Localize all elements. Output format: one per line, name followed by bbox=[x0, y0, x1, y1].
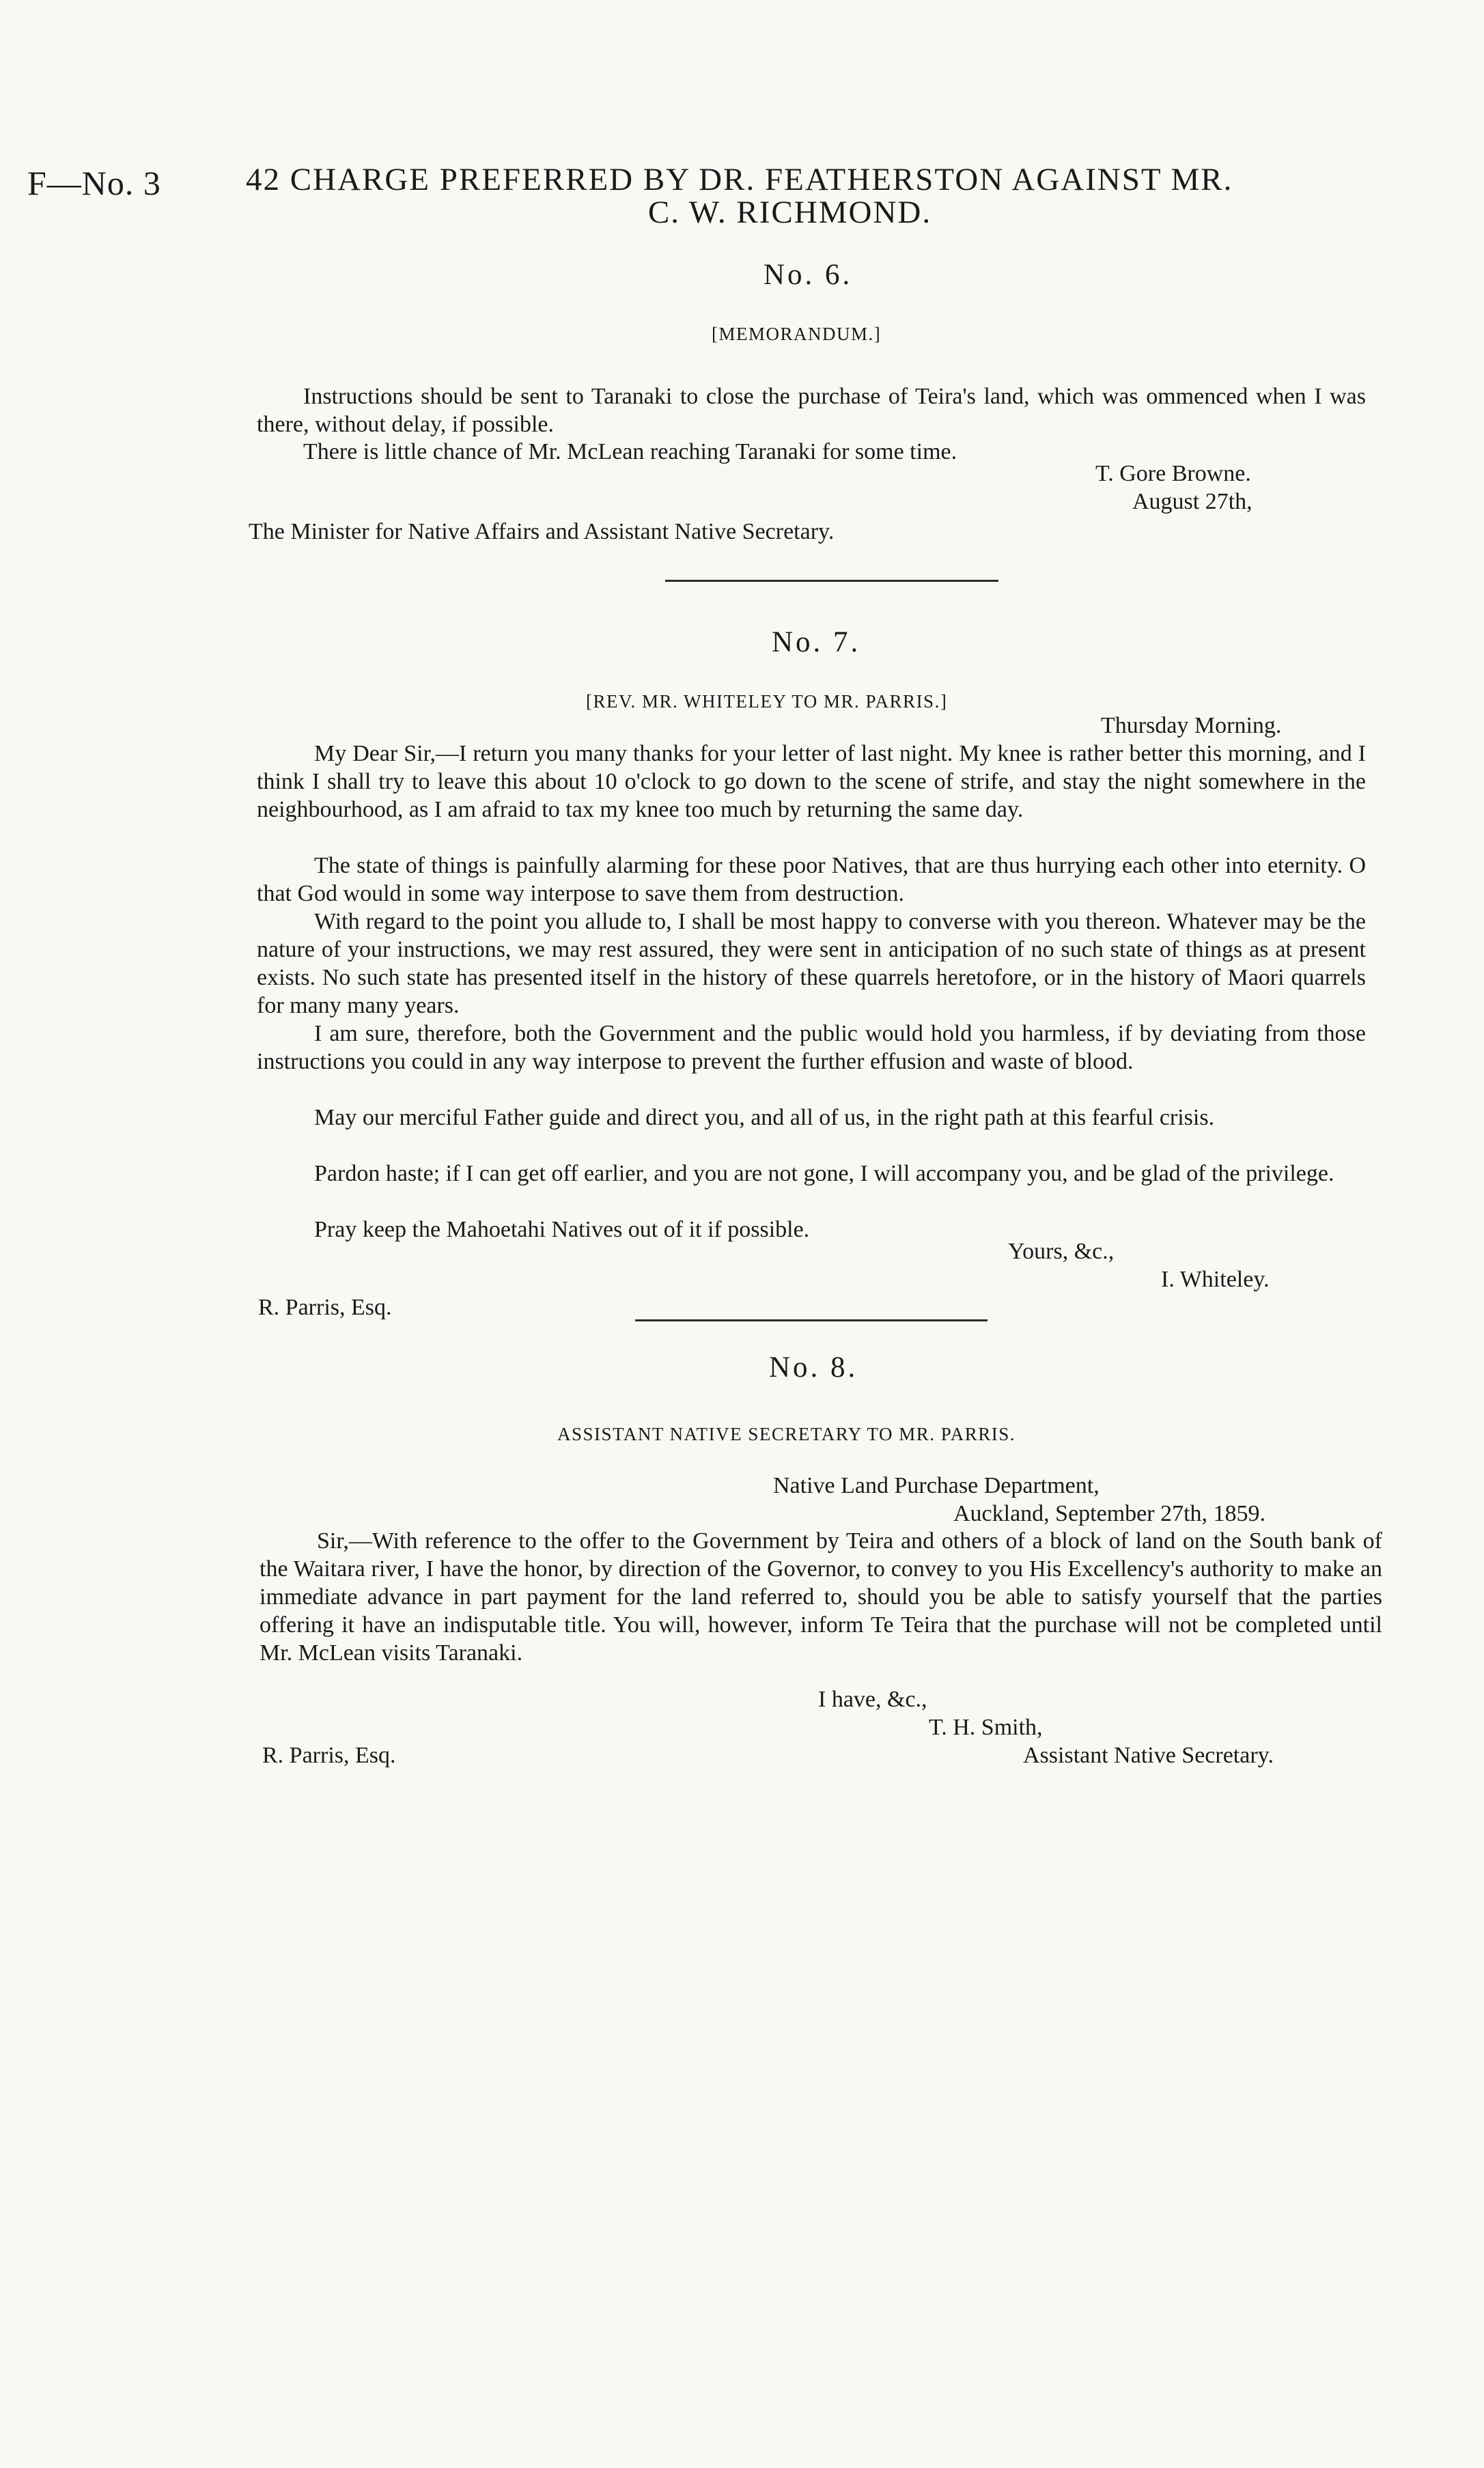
signature-title: Assistant Native Secretary. bbox=[1023, 1743, 1274, 1768]
paragraph: The state of things is painfully alarming for these poor Natives, that are thus hurrying each other into eternity. O that God would in some way interpose to save them from destruction. bbox=[257, 853, 1366, 906]
paragraph: With regard to the point you allude to, I shall be most happy to converse with you thereon. Whatever may be the nature of your instructions, we may rest assured, they were sent in anticipation of no such state of things as at present exists. No such state has presented itself in the history of these quarrels heretofore, or in the history of Maori quarrels for many many years. bbox=[257, 909, 1366, 1018]
signature: T. Gore Browne. bbox=[1095, 461, 1251, 486]
dateline: Auckland, September 27th, 1859. bbox=[953, 1501, 1266, 1526]
addressee: R. Parris, Esq. bbox=[262, 1743, 396, 1768]
date: August 27th, bbox=[1132, 489, 1252, 514]
paragraph: Sir,—With reference to the offer to the Government by Teira and others of a block of land on the South bank of the Waitara river, I have the honor, by direction of the Governor, to convey to you His Excellency's authority to make an immediate advance in part payment for the land referred to, should you be able to satisfy yourself that the parties offering it have an indisputable title. You will, however, inform Te Teira that the purchase will not be completed until Mr. McLean visits Taranaki. bbox=[260, 1528, 1382, 1666]
office: Native Land Purchase Department, bbox=[773, 1473, 1100, 1498]
document-number: No. 7. bbox=[772, 626, 861, 658]
document-subtitle: ASSISTANT NATIVE SECRETARY TO MR. PARRIS. bbox=[557, 1424, 1016, 1444]
paragraph: I am sure, therefore, both the Government and the public would hold you harmless, if by deviating from those instructions you could in any way interpose to prevent the further effusion and waste of blood. bbox=[257, 1021, 1366, 1074]
closing: I have, &c., bbox=[818, 1687, 927, 1712]
paragraph: My Dear Sir,—I return you many thanks for your letter of last night. My knee is rather better this morning, and I think I shall try to leave this about 10 o'clock to go down to the scene of strife, and stay the night somewhere in the neighbourhood, as I am afraid to tax my knee too much by returning the same day. bbox=[257, 741, 1366, 822]
document-number: No. 8. bbox=[769, 1351, 858, 1384]
page-title: 42 CHARGE PREFERRED BY DR. FEATHERSTON AGAINST MR. bbox=[246, 162, 1233, 197]
dateline: Thursday Morning. bbox=[1101, 713, 1282, 738]
signature: T. H. Smith, bbox=[929, 1715, 1043, 1740]
closing: Yours, &c., bbox=[1008, 1239, 1115, 1264]
page-title-line2: C. W. RICHMOND. bbox=[647, 195, 932, 230]
addressee: R. Parris, Esq. bbox=[258, 1295, 392, 1320]
addressee: The Minister for Native Affairs and Assistant Native Secretary. bbox=[249, 519, 835, 544]
paragraph: Pardon haste; if I can get off earlier, and you are not gone, I will accompany you, and be glad of the privilege. bbox=[314, 1161, 1334, 1186]
divider bbox=[665, 580, 998, 582]
document-number: No. 6. bbox=[764, 259, 853, 291]
paragraph: There is little chance of Mr. McLean reaching Taranaki for some time. bbox=[303, 439, 957, 464]
signature: I. Whiteley. bbox=[1161, 1267, 1270, 1292]
document-subtitle: [REV. MR. WHITELEY TO MR. PARRIS.] bbox=[586, 691, 948, 712]
paper-reference: F—No. 3 bbox=[27, 164, 161, 202]
paragraph: Pray keep the Mahoetahi Natives out of it if possible. bbox=[314, 1217, 810, 1242]
document-subtitle: [MEMORANDUM.] bbox=[712, 324, 882, 344]
divider bbox=[635, 1319, 988, 1321]
paragraph: Instructions should be sent to Taranaki to close the purchase of Teira's land, which was ommenced when I was there, without delay, if possible. bbox=[257, 384, 1366, 437]
paragraph: May our merciful Father guide and direct you, and all of us, in the right path at this fearful crisis. bbox=[314, 1105, 1215, 1130]
